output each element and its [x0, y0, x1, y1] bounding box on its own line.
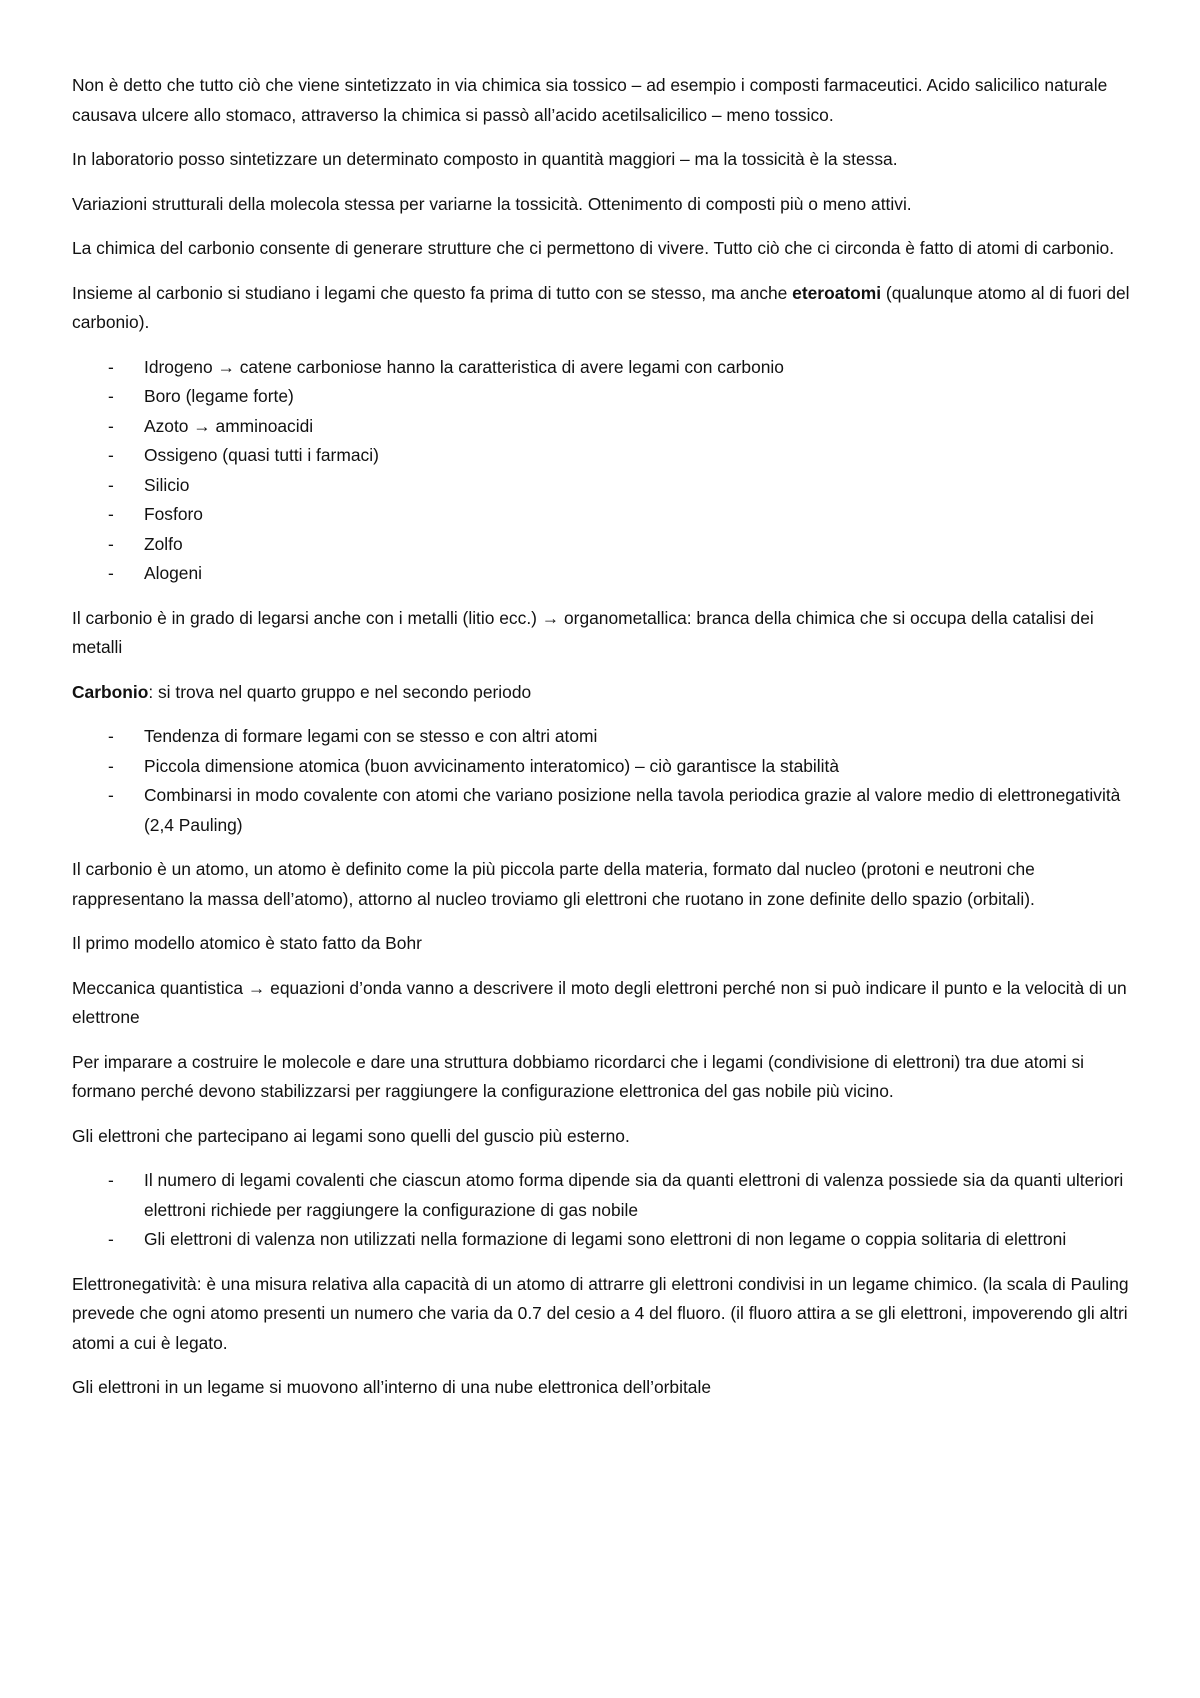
- list-item-text: Zolfo: [144, 533, 183, 554]
- dash-bullet-icon: -: [108, 445, 114, 465]
- bold-term: Carbonio: [72, 681, 149, 702]
- list-item: [108, 500, 1140, 530]
- paragraph-text: Insieme al carbonio si studiano i legami che questo fa prima di tutto con se stesso, ma anche: [72, 282, 793, 303]
- list-item-text: Alogeni: [144, 563, 203, 583]
- list-item: [108, 1166, 1140, 1225]
- list-item-text: Combinarsi in modo covalente con atomi che variano posizione nella tavola periodica grazie al valore medio di elettronegatività (2,4 Pauling): [144, 785, 1121, 835]
- paragraph-text: (qualunque atomo al di fuori del carbonio).: [72, 282, 1130, 332]
- list-item: [108, 382, 1140, 412]
- list-item: [108, 752, 1140, 782]
- paragraph: La chimica del carbonio consente di generare strutture che ci permettono di vivere. Tutto ciò che ci circonda è fatto di atomi di carbonio.: [72, 238, 1115, 258]
- paragraph: Variazioni strutturali della molecola stessa per variarne la tossicità. Ottenimento di composti più o meno attivi.: [72, 193, 912, 214]
- document-body: [72, 71, 1140, 1403]
- list-item-text: Tendenza di formare legami con se stesso e con altri atomi: [144, 726, 598, 746]
- list-item: [108, 471, 1140, 501]
- paragraph: [72, 279, 1140, 338]
- dash-bullet-icon: -: [108, 755, 114, 776]
- paragraph: [72, 678, 1140, 708]
- dash-bullet-icon: -: [108, 563, 114, 583]
- list-item: [108, 353, 1140, 383]
- dash-bullet-icon: -: [108, 726, 114, 746]
- list-item-text: Ossigeno (quasi tutti i farmaci): [144, 445, 379, 465]
- paragraph: Meccanica quantistica → equazioni d’onda vanno a descrivere il moto degli elettroni perché non si può indicare il punto e la velocità di un elettrone: [72, 977, 1127, 1027]
- paragraph: Per imparare a costruire le molecole e dare una struttura dobbiamo ricordarci che i legami (condivisione di elettroni) tra due atomi si formano perché devono stabilizzarsi per raggiungere la configurazione elettronica del gas nobile più vicino.: [72, 1051, 1085, 1101]
- paragraph: Gli elettroni in un legame si muovono all’interno di una nube elettronica dell’orbitale: [72, 1377, 712, 1397]
- list-item: [108, 722, 1140, 752]
- paragraph: Elettronegatività: è una misura relativa alla capacità di un atomo di attrarre gli elettroni condivisi in un legame chimico. (la scala di Pauling prevede che ogni atomo presenti un numero che varia da 0.7 del cesio a 4 del fluoro. (il fluoro attira a se gli elettroni, impoverendo gli altri atomi a cui è legato.: [72, 1273, 1129, 1353]
- list-item-text: Boro (legame forte): [144, 386, 294, 406]
- dash-bullet-icon: -: [108, 1170, 114, 1190]
- list-item: [108, 781, 1140, 840]
- list-item-text: Silicio: [144, 474, 190, 495]
- paragraph: Gli elettroni che partecipano ai legami sono quelli del guscio più esterno.: [72, 1125, 630, 1146]
- paragraph: Non è detto che tutto ciò che viene sintetizzato in via chimica sia tossico – ad esempio i composti farmaceutici. Acido salicilico naturale causava ulcere allo stomaco, attraverso la chimica si passò all’acido acetilsalicilico – meno tossico.: [72, 75, 1108, 125]
- bold-term: eteroatomi: [792, 282, 882, 303]
- dash-bullet-icon: -: [108, 415, 114, 436]
- dash-bullet-icon: -: [108, 474, 114, 495]
- dash-bullet-icon: -: [108, 356, 114, 377]
- paragraph: Il carbonio è in grado di legarsi anche con i metalli (litio ecc.) → organometallica: branca della chimica che si occupa della catalisi dei metalli: [72, 607, 1094, 657]
- dash-bullet-icon: -: [108, 785, 114, 805]
- list-item: [108, 412, 1140, 442]
- list-item: [108, 559, 1140, 589]
- dash-bullet-icon: -: [108, 386, 114, 406]
- list-item: [108, 1225, 1140, 1255]
- dash-bullet-icon: -: [108, 504, 114, 524]
- dash-list: [72, 722, 1140, 840]
- list-item-text: Il numero di legami covalenti che ciascun atomo forma dipende sia da quanti elettroni di valenza possiede sia da quanti ulteriori elettroni richiede per raggiungere la configurazione di gas nobile: [144, 1170, 1124, 1220]
- list-item-text: Fosforo: [144, 504, 203, 524]
- dash-list: [72, 353, 1140, 589]
- paragraph: Il primo modello atomico è stato fatto da Bohr: [72, 933, 422, 953]
- list-item-text: Piccola dimensione atomica (buon avvicinamento interatomico) – ciò garantisce la stabilità: [144, 755, 840, 776]
- list-item-text: Idrogeno → catene carboniose hanno la caratteristica di avere legami con carbonio: [144, 356, 784, 377]
- list-item-text: Azoto → amminoacidi: [144, 415, 314, 436]
- paragraph-text: : si trova nel quarto gruppo e nel secondo periodo: [148, 681, 532, 702]
- list-item-text: Gli elettroni di valenza non utilizzati nella formazione di legami sono elettroni di non legame o coppia solitaria di elettroni: [144, 1229, 1067, 1249]
- list-item: [108, 441, 1140, 471]
- dash-bullet-icon: -: [108, 533, 114, 554]
- paragraph: In laboratorio posso sintetizzare un determinato composto in quantità maggiori – ma la tossicità è la stessa.: [72, 149, 898, 169]
- paragraph: Il carbonio è un atomo, un atomo è definito come la più piccola parte della materia, formato dal nucleo (protoni e neutroni che rappresentano la massa dell’atomo), attorno al nucleo troviamo gli elettroni che ruotano in zone definite dello spazio (orbitali).: [72, 859, 1035, 909]
- list-item: [108, 530, 1140, 560]
- dash-list: [72, 1166, 1140, 1255]
- dash-bullet-icon: -: [108, 1229, 114, 1249]
